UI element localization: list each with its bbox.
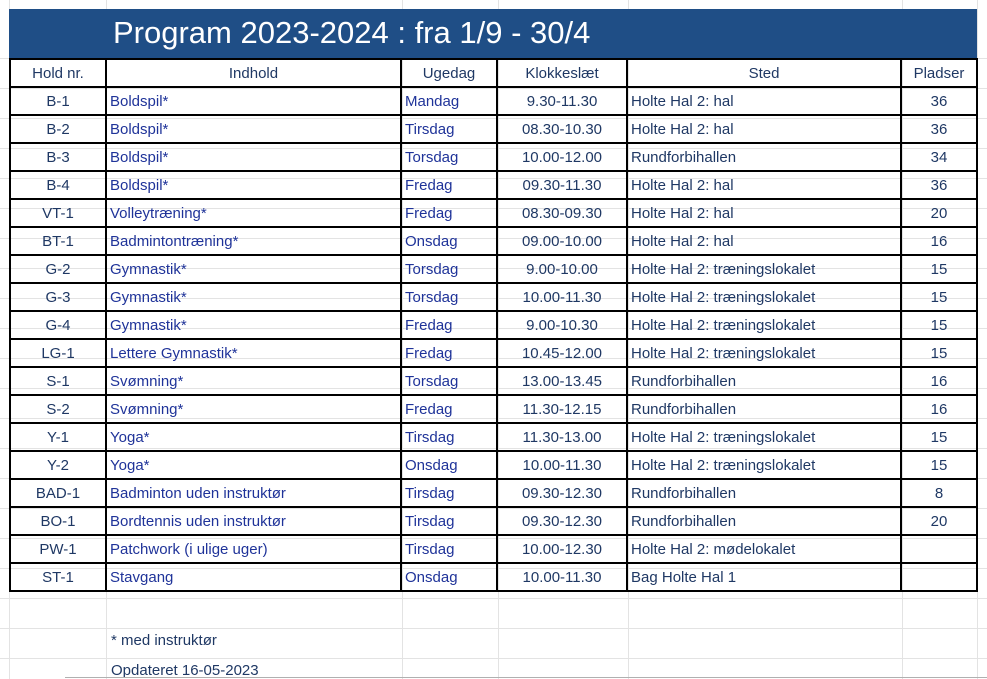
cell-indhold[interactable]: Stavgang (106, 563, 401, 591)
cell-ugedag[interactable]: Onsdag (401, 563, 497, 591)
table-row (10, 115, 977, 143)
cell-pladser[interactable]: 15 (901, 255, 977, 283)
cell-klokkeslaet[interactable]: 09.30-11.30 (497, 171, 627, 199)
cell-pladser[interactable]: 15 (901, 311, 977, 339)
cell-hold[interactable]: G-3 (10, 283, 106, 311)
cell-pladser[interactable]: 34 (901, 143, 977, 171)
cell-klokkeslaet[interactable]: 10.00-12.00 (497, 143, 627, 171)
cell-sted[interactable]: Rundforbihallen (627, 143, 901, 171)
cell-ugedag[interactable]: Tirsdag (401, 535, 497, 563)
cell-pladser[interactable]: 15 (901, 339, 977, 367)
cell-klokkeslaet[interactable]: 11.30-13.00 (497, 423, 627, 451)
cell-ugedag[interactable]: Tirsdag (401, 479, 497, 507)
cell-hold[interactable]: G-4 (10, 311, 106, 339)
cell-ugedag[interactable]: Onsdag (401, 451, 497, 479)
table-row (10, 563, 977, 591)
cell-pladser[interactable]: 8 (901, 479, 977, 507)
cell-indhold[interactable]: Boldspil* (106, 115, 401, 143)
cell-pladser[interactable] (901, 535, 977, 563)
table-row (10, 367, 977, 395)
cell-hold[interactable]: B-4 (10, 171, 106, 199)
table-row (10, 227, 977, 255)
cell-hold[interactable]: BAD-1 (10, 479, 106, 507)
cell-indhold[interactable]: Yoga* (106, 423, 401, 451)
cell-hold[interactable]: B-3 (10, 143, 106, 171)
gridline (0, 628, 987, 629)
cell-pladser[interactable] (901, 563, 977, 591)
table-row (10, 87, 977, 115)
cell-sted[interactable]: Rundforbihallen (627, 479, 901, 507)
footnote-instructor[interactable]: * med instruktør (111, 632, 217, 649)
cell-ugedag[interactable]: Torsdag (401, 255, 497, 283)
cell-pladser[interactable]: 36 (901, 87, 977, 115)
cell-ugedag[interactable]: Fredag (401, 171, 497, 199)
cell-sted[interactable]: Holte Hal 2: mødelokalet (627, 535, 901, 563)
cell-indhold[interactable]: Bordtennis uden instruktør (106, 507, 401, 535)
cell-hold[interactable]: B-1 (10, 87, 106, 115)
cell-indhold[interactable]: Patchwork (i ulige uger) (106, 535, 401, 563)
cell-ugedag[interactable]: Fredag (401, 339, 497, 367)
cell-sted[interactable]: Holte Hal 2: træningslokalet (627, 423, 901, 451)
cell-hold[interactable]: S-2 (10, 395, 106, 423)
cell-sted[interactable]: Rundforbihallen (627, 395, 901, 423)
cell-sted[interactable]: Holte Hal 2: hal (627, 199, 901, 227)
cell-sted[interactable]: Holte Hal 2: hal (627, 87, 901, 115)
cell-klokkeslaet[interactable]: 10.00-11.30 (497, 451, 627, 479)
title-banner[interactable] (9, 9, 977, 58)
table-row (10, 283, 977, 311)
header-indhold[interactable]: Indhold (106, 59, 401, 87)
gridline (0, 598, 987, 599)
cell-pladser[interactable]: 20 (901, 199, 977, 227)
cell-klokkeslaet[interactable]: 13.00-13.45 (497, 367, 627, 395)
cell-sted[interactable]: Bag Holte Hal 1 (627, 563, 901, 591)
cell-ugedag[interactable]: Tirsdag (401, 507, 497, 535)
table-row (10, 423, 977, 451)
cell-ugedag[interactable]: Fredag (401, 199, 497, 227)
header-row (10, 59, 977, 87)
cell-indhold[interactable]: Volleytræning* (106, 199, 401, 227)
cell-hold[interactable]: LG-1 (10, 339, 106, 367)
cell-sted[interactable]: Holte Hal 2: træningslokalet (627, 339, 901, 367)
cell-hold[interactable]: Y-2 (10, 451, 106, 479)
cell-indhold[interactable]: Lettere Gymnastik* (106, 339, 401, 367)
cell-ugedag[interactable]: Onsdag (401, 227, 497, 255)
table-row (10, 143, 977, 171)
cell-klokkeslaet[interactable]: 10.00-12.30 (497, 535, 627, 563)
cell-indhold[interactable]: Badmintontræning* (106, 227, 401, 255)
cell-sted[interactable]: Rundforbihallen (627, 367, 901, 395)
table-row (10, 507, 977, 535)
program-table (9, 58, 978, 592)
cell-sted[interactable]: Holte Hal 2: træningslokalet (627, 283, 901, 311)
cell-indhold[interactable]: Boldspil* (106, 87, 401, 115)
cell-hold[interactable]: BT-1 (10, 227, 106, 255)
table-row (10, 479, 977, 507)
cell-ugedag[interactable]: Mandag (401, 87, 497, 115)
cell-ugedag[interactable]: Torsdag (401, 283, 497, 311)
header-pladser[interactable]: Pladser (901, 59, 977, 87)
cell-klokkeslaet[interactable]: 10.00-11.30 (497, 283, 627, 311)
cell-pladser[interactable]: 15 (901, 423, 977, 451)
cell-pladser[interactable]: 16 (901, 395, 977, 423)
divider (65, 677, 987, 678)
cell-hold[interactable]: BO-1 (10, 507, 106, 535)
cell-hold[interactable]: G-2 (10, 255, 106, 283)
cell-indhold[interactable]: Gymnastik* (106, 255, 401, 283)
cell-indhold[interactable]: Svømning* (106, 395, 401, 423)
table-row (10, 339, 977, 367)
cell-indhold[interactable]: Gymnastik* (106, 311, 401, 339)
cell-sted[interactable]: Holte Hal 2: hal (627, 115, 901, 143)
cell-klokkeslaet[interactable]: 9.30-11.30 (497, 87, 627, 115)
cell-hold[interactable]: B-2 (10, 115, 106, 143)
table-row (10, 199, 977, 227)
cell-hold[interactable]: VT-1 (10, 199, 106, 227)
cell-indhold[interactable]: Yoga* (106, 451, 401, 479)
cell-pladser[interactable]: 15 (901, 283, 977, 311)
cell-sted[interactable]: Holte Hal 2: træningslokalet (627, 311, 901, 339)
cell-klokkeslaet[interactable]: 10.45-12.00 (497, 339, 627, 367)
cell-pladser[interactable]: 36 (901, 171, 977, 199)
cell-klokkeslaet[interactable]: 09.30-12.30 (497, 479, 627, 507)
table-row (10, 451, 977, 479)
cell-pladser[interactable]: 36 (901, 115, 977, 143)
header-hold[interactable]: Hold nr. (10, 59, 106, 87)
cell-ugedag[interactable]: Tirsdag (401, 423, 497, 451)
table-body (10, 87, 977, 591)
table-row (10, 255, 977, 283)
cell-ugedag[interactable]: Fredag (401, 311, 497, 339)
cell-sted[interactable]: Holte Hal 2: træningslokalet (627, 255, 901, 283)
cell-klokkeslaet[interactable]: 09.30-12.30 (497, 507, 627, 535)
cell-indhold[interactable]: Gymnastik* (106, 283, 401, 311)
table-row (10, 171, 977, 199)
cell-klokkeslaet[interactable]: 08.30-10.30 (497, 115, 627, 143)
cell-pladser[interactable]: 20 (901, 507, 977, 535)
gridline (0, 658, 987, 659)
cell-hold[interactable]: S-1 (10, 367, 106, 395)
cell-hold[interactable]: PW-1 (10, 535, 106, 563)
cell-klokkeslaet[interactable]: 08.30-09.30 (497, 199, 627, 227)
cell-sted[interactable]: Holte Hal 2: træningslokalet (627, 451, 901, 479)
cell-hold[interactable]: ST-1 (10, 563, 106, 591)
cell-sted[interactable]: Rundforbihallen (627, 507, 901, 535)
cell-klokkeslaet[interactable]: 10.00-11.30 (497, 563, 627, 591)
cell-indhold[interactable]: Svømning* (106, 367, 401, 395)
header-klokkeslaet[interactable]: Klokkeslæt (497, 59, 627, 87)
cell-indhold[interactable]: Boldspil* (106, 171, 401, 199)
header-ugedag[interactable]: Ugedag (401, 59, 497, 87)
page-title: Program 2023-2024 : fra 1/9 - 30/4 (113, 15, 591, 50)
cell-klokkeslaet[interactable]: 9.00-10.30 (497, 311, 627, 339)
cell-ugedag[interactable]: Torsdag (401, 367, 497, 395)
table-row (10, 311, 977, 339)
table-row (10, 395, 977, 423)
cell-sted[interactable]: Holte Hal 2: hal (627, 171, 901, 199)
cell-pladser[interactable]: 16 (901, 367, 977, 395)
cell-indhold[interactable]: Badminton uden instruktør (106, 479, 401, 507)
cell-ugedag[interactable]: Torsdag (401, 143, 497, 171)
cell-klokkeslaet[interactable]: 11.30-12.15 (497, 395, 627, 423)
cell-ugedag[interactable]: Fredag (401, 395, 497, 423)
cell-hold[interactable]: Y-1 (10, 423, 106, 451)
cell-klokkeslaet[interactable]: 9.00-10.00 (497, 255, 627, 283)
cell-klokkeslaet[interactable]: 09.00-10.00 (497, 227, 627, 255)
cell-pladser[interactable]: 15 (901, 451, 977, 479)
cell-ugedag[interactable]: Tirsdag (401, 115, 497, 143)
cell-indhold[interactable]: Boldspil* (106, 143, 401, 171)
table-row (10, 535, 977, 563)
header-sted[interactable]: Sted (627, 59, 901, 87)
cell-pladser[interactable]: 16 (901, 227, 977, 255)
updated-date[interactable]: Opdateret 16-05-2023 (111, 662, 259, 679)
cell-sted[interactable]: Holte Hal 2: hal (627, 227, 901, 255)
